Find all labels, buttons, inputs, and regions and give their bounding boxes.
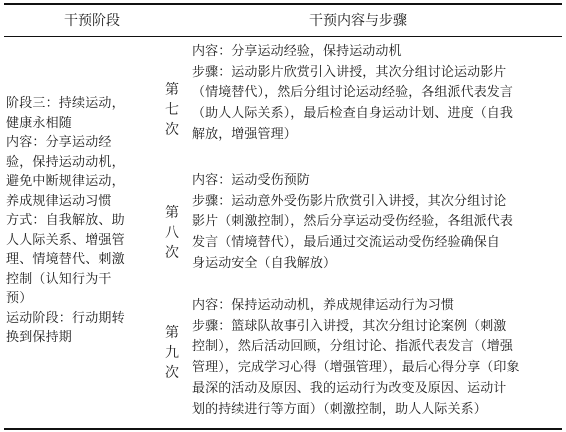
session-label-char: 次	[165, 245, 179, 261]
session-label-char: 八	[165, 225, 179, 241]
session-line: 步骤：篮球队故事引入讲授，其次分组讨论案例（刺激	[192, 318, 507, 334]
stage-line: 控制（认知行为干	[6, 271, 112, 287]
session-label-char: 第	[165, 82, 179, 98]
session-line: 划的持续进行等方面）（刺激控制，助人人际关系）	[192, 401, 487, 417]
header-content: 干预内容与步骤	[309, 13, 407, 29]
session-line: （助人人际关系），最后检查自身运动计划、进度（自我	[192, 106, 514, 122]
session-line: 内容：运动受伤预防	[192, 173, 310, 188]
header-stage: 干预阶段	[64, 13, 120, 29]
stage-line: 人人际关系、增强管	[6, 232, 125, 248]
session-8-content	[192, 171, 562, 275]
session-label-char: 第	[165, 205, 179, 221]
stage-line: 理、情境替代、刺激	[6, 252, 125, 267]
stage-line: 运动阶段：行动期转	[6, 310, 125, 326]
session-9-content	[192, 296, 562, 420]
session-line: 控制），然后活动回顾，分组讨论、指派代表发言（增强	[192, 339, 514, 355]
table-bottom-rule	[4, 428, 562, 430]
stage-line: 养成规律运动习惯	[6, 193, 112, 209]
stage-line: 换到保持期	[6, 330, 73, 345]
session-label-char: 次	[165, 122, 179, 138]
session-label-7	[162, 80, 182, 140]
stage-line: 方式：自我解放、助	[6, 213, 125, 228]
session-line: 步骤：运动意外受伤影片欣赏引入讲授，其次分组讨论	[192, 193, 507, 209]
session-line: （情境替代），然后分组讨论运动经验，各组派代表发言	[192, 85, 514, 101]
session-label-char: 第	[165, 325, 179, 341]
stage-line: 预）	[6, 291, 33, 306]
session-label-char: 七	[165, 102, 179, 118]
session-line: 最深的活动及原因、我的运动行为改变及原因、运动计	[192, 380, 507, 396]
session-line: 步骤：运动影片欣赏引入讲授，其次分组讨论运动影片	[192, 64, 507, 80]
session-label-9	[162, 323, 182, 383]
stage-line: 健康永相随	[6, 115, 73, 131]
session-line: 影片（刺激控制），然后分享运动受伤经验，各组派代表	[192, 214, 514, 230]
stage-line: 内容：分享运动经	[6, 135, 112, 150]
session-line: 内容：分享运动经验，保持运动动机	[192, 44, 402, 59]
session-line: 内容：保持运动动机，养成规律运动行为习惯	[192, 298, 455, 313]
header-rule	[4, 36, 562, 37]
stage-description	[6, 94, 154, 348]
session-label-char: 次	[165, 365, 179, 381]
session-line: 身运动安全（自我解放）	[192, 255, 337, 271]
session-7-content	[192, 42, 562, 146]
session-line: 发言（情境替代），最后通过交流运动受伤经验确保自	[192, 235, 500, 251]
stage-line: 避免中断规律运动，	[6, 174, 125, 189]
stage-line: 阶段三：持续运动，	[6, 96, 125, 111]
stage-line: 验，保持运动动机，	[6, 154, 125, 170]
session-label-char: 九	[165, 345, 179, 361]
session-label-8	[162, 203, 182, 263]
session-line: 解放，增强管理）	[192, 126, 297, 142]
session-line: 管理），完成学习心得（增强管理），最后心得分享（印象	[192, 360, 520, 376]
table-top-rule	[4, 3, 562, 5]
